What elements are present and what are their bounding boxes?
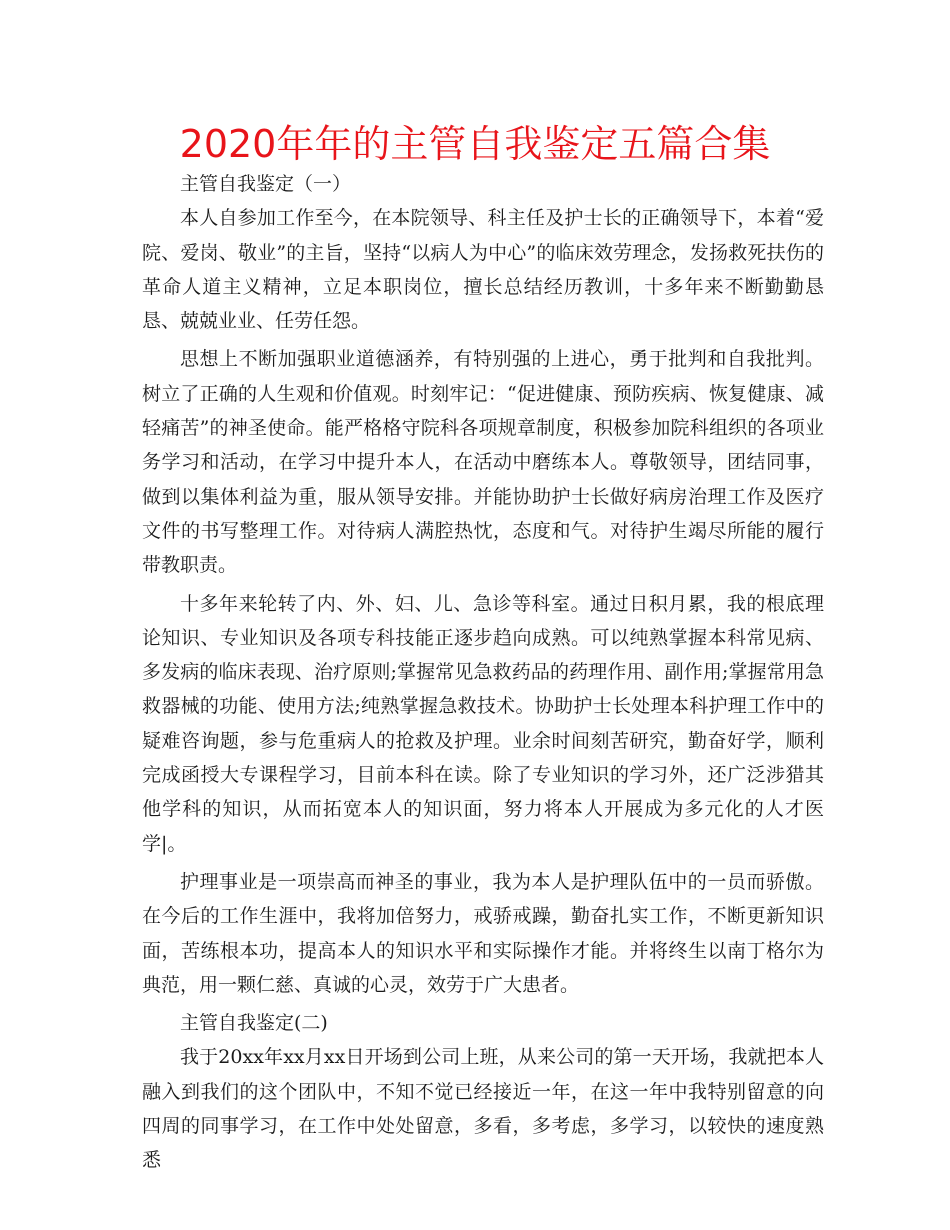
paragraph: 十多年来轮转了内、外、妇、儿、急诊等科室。通过日积月累，我的根底理论知识、专业知识及各项专科技能正逐步趋向成熟。可以纯熟掌握本科常见病、多发病的临床表现、治疗原则;掌握常见急救药品的药理作用、副作用;掌握常用急救器械的功能、使用方法;纯熟掌握急救技术。协助护士长处理本科护理工作中的疑难咨询题，参与危重病人的抢救及护理。业余时间刻苦研究，勤奋好学，顺利完成函授大专课程学习，目前本科在读。除了专业知识的学习外，还广泛涉猎其他学科的知识，从而拓宽本人的知识面，努力将本人开展成为多元化的人才医学|。	[142, 592, 824, 855]
section-heading-2: 主管自我鉴定(二)	[180, 1012, 328, 1035]
document-body	[142, 167, 824, 1178]
paragraph: 本人自参加工作至今，在本院领导、科主任及护士长的正确领导下，本着“爱院、爱岗、敬业”的主旨，坚持“以病人为中心”的临床效劳理念，发扬救死扶伤的革命人道主义精神，立足本职岗位，擅长总结经历教训，十多年来不断勤勤恳恳、兢兢业业、任劳任怨。	[142, 207, 824, 333]
paragraph: 思想上不断加强职业道德涵养，有特别强的上进心，勇于批判和自我批判。树立了正确的人生观和价值观。时刻牢记：“促进健康、预防疾病、恢复健康、减轻痛苦”的神圣使命。能严格格守院科各项规章制度，积极参加院科组织的各项业务学习和活动，在学习中提升本人，在活动中磨练本人。尊敬领导，团结同事，做到以集体利益为重，服从领导安排。并能协助护士长做好病房治理工作及医疗文件的书写整理工作。对待病人满腔热忱，态度和气。对待护生竭尽所能的履行带教职责。	[142, 348, 824, 577]
paragraph: 护理事业是一项崇高而神圣的事业，我为本人是护理队伍中的一员而骄傲。在今后的工作生涯中，我将加倍努力，戒骄戒躁，勤奋扎实工作，不断更新知识面，苦练根本功，提高本人的知识水平和实际操作才能。并将终生以南丁格尔为典范，用一颗仁慈、真诚的心灵，效劳于广大患者。	[142, 870, 824, 996]
document-title: 2020年年的主管自我鉴定五篇合集	[179, 122, 771, 166]
paragraph: 我于20xx年xx月xx日开场到公司上班，从来公司的第一天开场，我就把本人融入到我们的这个团队中，不知不觉已经接近一年，在这一年中我特别留意的向四周的同事学习，在工作中处处留意，多看，多考虑，多学习，以较快的速度熟悉	[142, 1046, 824, 1172]
section-heading-1: 主管自我鉴定（一）	[180, 173, 352, 195]
